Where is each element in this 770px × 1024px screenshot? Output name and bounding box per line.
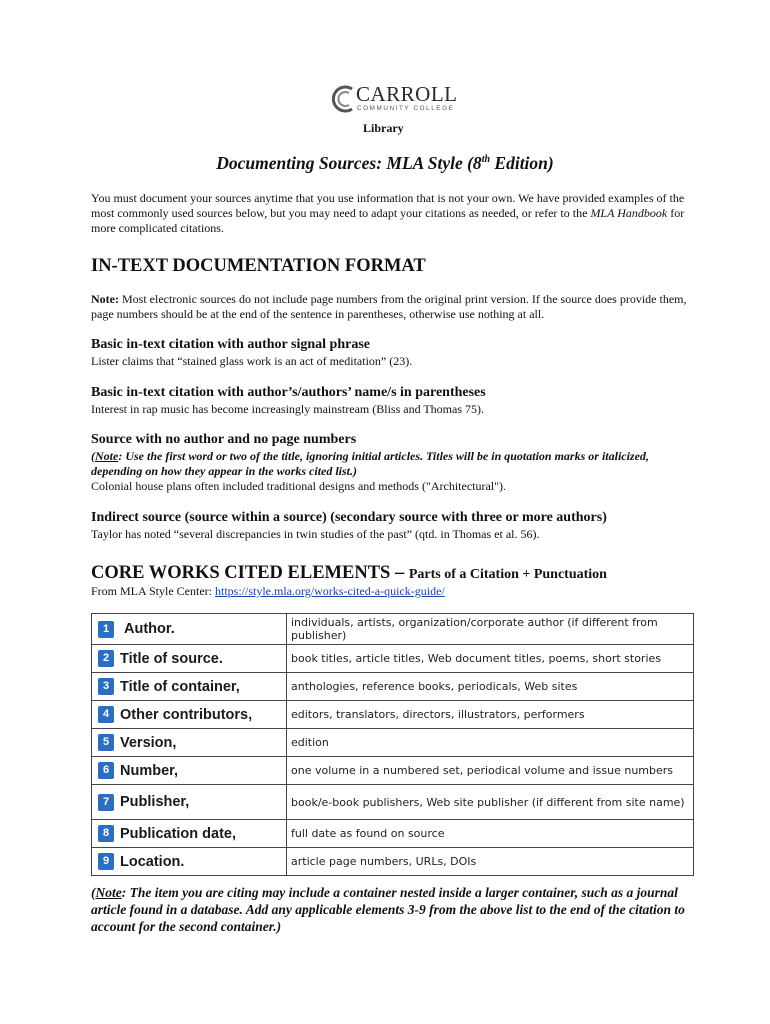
element-description: edition	[287, 729, 694, 757]
handbook-title: MLA Handbook	[590, 206, 668, 220]
table-row	[92, 614, 694, 645]
number-badge: 7	[98, 794, 114, 811]
element-description: article page numbers, URLs, DOIs	[287, 848, 694, 876]
element-label: Title of source.	[120, 650, 223, 667]
library-label: Library	[363, 121, 404, 135]
element-description: book/e-book publishers, Web site publisher (if different from site name)	[287, 785, 694, 820]
table-row	[92, 673, 694, 701]
number-badge: 4	[98, 706, 114, 723]
element-label: Publication date,	[120, 825, 237, 842]
number-badge: 3	[98, 678, 114, 695]
element-description: book titles, article titles, Web document titles, poems, short stories	[287, 645, 694, 673]
section-heading-no-author: Source with no author and no page numbers	[91, 432, 357, 447]
number-badge: 8	[98, 825, 114, 842]
element-label: Number,	[120, 762, 179, 779]
element-label: Publisher,	[120, 794, 190, 810]
in-text-note: Note: Most electronic sources do not include page numbers from the original print version. If the source does provide them, page numbers should be at the end of the sentence in parentheses, otherwise use nothing at all.	[91, 292, 687, 321]
element-description: one volume in a numbered set, periodical volume and issue numbers	[287, 757, 694, 785]
number-badge: 2	[98, 650, 114, 667]
mla-style-center-link[interactable]: https://style.mla.org/works-cited-a-quick-guide/	[215, 584, 445, 598]
table-row	[92, 729, 694, 757]
number-badge: 6	[98, 762, 114, 779]
mla-source-line: From MLA Style Center: https://style.mla.org/works-cited-a-quick-guide/	[91, 584, 445, 598]
element-label: Other contributors,	[120, 706, 253, 723]
number-badge: 5	[98, 734, 114, 751]
element-description: anthologies, reference books, periodicals, Web sites	[287, 673, 694, 701]
example-indirect: Taylor has noted “several discrepancies in twin studies of the past” (qtd. in Thomas et al. 56).	[91, 527, 540, 541]
intro-paragraph: You must document your sources anytime that you use information that is not your own. We have provided examples of the most commonly used sources below, but you may need to adapt your citations as needed, or refer to the MLA Handbook for more complicated citations.	[91, 191, 685, 235]
in-text-heading: IN-TEXT DOCUMENTATION FORMAT	[91, 256, 426, 276]
number-badge: 9	[98, 853, 114, 870]
example-signal-phrase: Lister claims that “stained glass work is an act of meditation” (23).	[91, 354, 413, 368]
no-author-note: (Note: Use the first word or two of the title, ignoring initial articles. Titles will be in quotation marks or italicized, depending on how they appear in the works cited list.)	[91, 449, 649, 478]
container-note: (Note: The item you are citing may include a container nested inside a larger container, such as a journal article found in a database. Add any applicable elements 3-9 from the above list to the end of the citation to account for the second container.)	[91, 885, 685, 934]
section-heading-signal-phrase: Basic in-text citation with author signal phrase	[91, 337, 370, 352]
element-label: Location.	[120, 853, 185, 870]
logo-brand-text: CARROLL	[356, 82, 458, 106]
element-description: individuals, artists, organization/corporate author (if different from publisher)	[287, 614, 694, 645]
table-row	[92, 820, 694, 848]
logo-c-icon	[330, 84, 358, 114]
element-label: Version,	[120, 734, 177, 751]
element-description: editors, translators, directors, illustrators, performers	[287, 701, 694, 729]
example-parentheses: Interest in rap music has become increasingly mainstream (Bliss and Thomas 75).	[91, 402, 485, 416]
element-label: Author.	[124, 621, 175, 637]
page-title: Documenting Sources: MLA Style (8th Edition)	[216, 153, 554, 173]
example-no-author: Colonial house plans often included traditional designs and methods ("Architectural").	[91, 479, 507, 493]
core-elements-heading: CORE WORKS CITED ELEMENTS – Parts of a Citation + Punctuation	[91, 563, 607, 583]
carroll-logo	[330, 82, 458, 114]
element-label: Title of container,	[120, 678, 240, 695]
table-row	[92, 701, 694, 729]
table-row	[92, 757, 694, 785]
table-row	[92, 848, 694, 876]
core-elements-table	[91, 613, 694, 876]
table-row	[92, 785, 694, 820]
number-badge: 1	[98, 621, 114, 638]
element-description: full date as found on source	[287, 820, 694, 848]
table-row	[92, 645, 694, 673]
logo-subtitle: COMMUNITY COLLEGE	[357, 105, 455, 112]
section-heading-indirect: Indirect source (source within a source) (secondary source with three or more authors)	[91, 510, 607, 525]
section-heading-parentheses: Basic in-text citation with author’s/authors’ name/s in parentheses	[91, 385, 486, 400]
